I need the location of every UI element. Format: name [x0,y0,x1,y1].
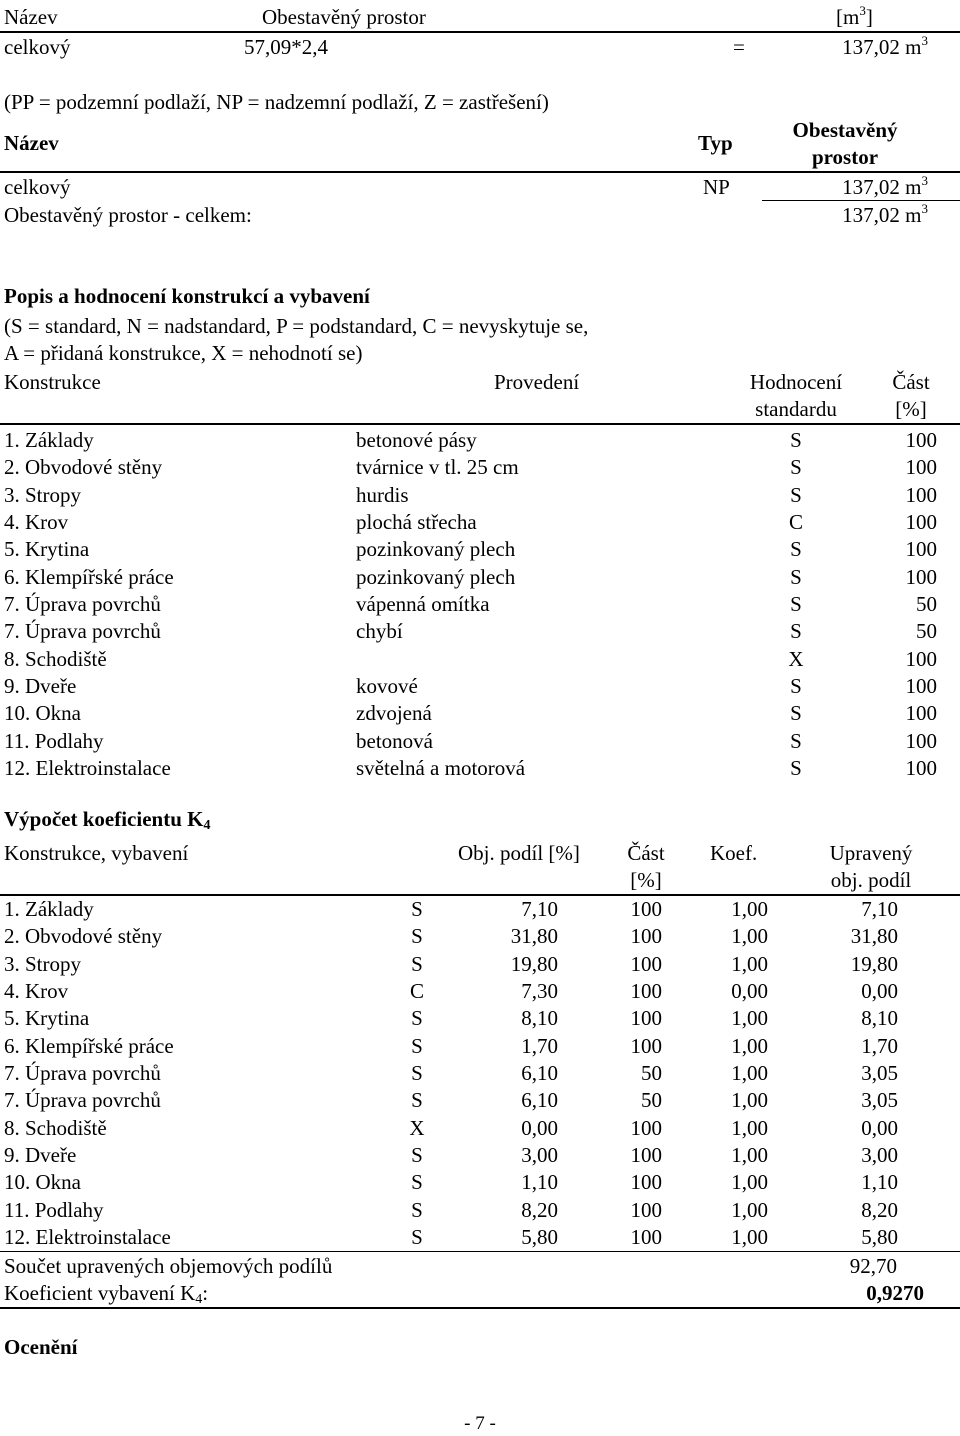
popis-header-hodnoceni-1: Hodnocení [749,370,843,394]
k4-cell-obj: 19,80 [510,952,558,976]
k4-cell-upraveny: 1,70 [861,1034,898,1058]
popis-cell-provedeni: plochá střecha [356,510,477,534]
k4-cell-upraveny: 19,80 [850,952,898,976]
k4-sum-label: Součet upravených objemových podílů [4,1254,333,1278]
k4-cell-standard: C [409,979,424,1003]
summary-row-volume: 137,02 $m^3$ [842,173,928,199]
k4-cell-obj: 5,80 [521,1225,558,1249]
k4-header-rule [0,894,960,896]
k4-cell-koef: 1,00 [731,952,768,976]
k4-cell-konstrukce: 7. Úprava povrchů [4,1088,161,1112]
k4-cell-standard: S [411,1006,423,1030]
k4-cell-cast: 100 [630,1034,662,1058]
k4-coef-label: Koeficient vybavení $K_4$: [4,1281,209,1307]
popis-cell-hodnoceni: C [788,510,803,534]
k4-cell-standard: X [409,1116,425,1140]
popis-header-rule [0,423,960,425]
popis-cell-cast: 50 [916,619,937,643]
popis-cell-hodnoceni: S [790,619,802,643]
k4-header-konstrukce: Konstrukce, vybavení [4,841,189,865]
k4-cell-cast: 50 [641,1061,662,1085]
k4-cell-cast: 100 [630,979,662,1003]
k4-cell-upraveny: 3,05 [861,1088,898,1112]
section-popis-title: Popis a hodnocení konstrukcí a vybavení [4,284,370,308]
popis-cell-cast: 100 [905,647,937,671]
popis-cell-cast: 100 [905,537,937,561]
popis-header-provedeni: Provedení [494,370,580,394]
k4-cell-standard: S [411,1143,423,1167]
summary-total-rule [762,200,960,201]
k4-cell-koef: 1,00 [731,1170,768,1194]
k4-cell-cast: 100 [630,1225,662,1249]
popis-cell-konstrukce: 3. Stropy [4,483,82,507]
popis-cell-provedeni: pozinkovaný plech [356,565,516,589]
page-number: - 7 - [464,1413,496,1434]
section-k4-title: Výpočet koeficientu $K_4$ [4,807,211,833]
popis-cell-provedeni: zdvojená [356,701,432,725]
k4-cell-obj: 31,80 [510,924,558,948]
popis-cell-cast: 100 [905,565,937,589]
k4-sum-value: 92,70 [849,1254,897,1278]
k4-cell-upraveny: 7,10 [861,897,898,921]
k4-coef-value: 0,9270 [866,1281,924,1305]
popis-cell-cast: 100 [905,701,937,725]
popis-cell-provedeni: vápenná omítka [356,592,490,616]
volume-header-name: Název [4,5,58,29]
k4-cell-koef: 0,00 [731,979,768,1003]
popis-cell-hodnoceni: S [790,756,802,780]
k4-cell-koef: 1,00 [731,1006,768,1030]
popis-cell-hodnoceni: S [790,483,802,507]
popis-header-cast-2: [%] [895,397,927,421]
k4-cell-obj: 6,10 [521,1088,558,1112]
summary-header-volume-1: Obestavěný [792,118,898,142]
popis-cell-provedeni: betonové pásy [356,428,477,452]
section-popis-legend-2: A = přidaná konstrukce, X = nehodnotí se) [4,341,363,365]
k4-cell-obj: 7,30 [521,979,558,1003]
popis-cell-hodnoceni: S [790,701,802,725]
k4-cell-koef: 1,00 [731,1198,768,1222]
section-oceneni-title: Ocenění [4,1335,78,1359]
k4-cell-standard: S [411,924,423,948]
summary-total-label: Obestavěný prostor - celkem: [4,203,252,227]
k4-cell-obj: 8,20 [521,1198,558,1222]
k4-cell-obj: 1,10 [521,1170,558,1194]
k4-cell-obj: 8,10 [521,1006,558,1030]
k4-cell-upraveny: 31,80 [850,924,898,948]
popis-cell-hodnoceni: S [790,428,802,452]
k4-cell-obj: 6,10 [521,1061,558,1085]
k4-cell-standard: S [411,1198,423,1222]
popis-cell-cast: 100 [905,729,937,753]
k4-cell-konstrukce: 8. Schodiště [4,1116,107,1140]
k4-cell-standard: S [411,1225,423,1249]
k4-cell-koef: 1,00 [731,1088,768,1112]
popis-cell-cast: 100 [905,510,937,534]
k4-cell-upraveny: 8,20 [861,1198,898,1222]
popis-cell-hodnoceni: S [790,729,802,753]
k4-cell-obj: 7,10 [521,897,558,921]
k4-header-cast-1: Část [627,841,665,865]
k4-cell-standard: S [411,1170,423,1194]
popis-cell-konstrukce: 8. Schodiště [4,647,107,671]
popis-cell-konstrukce: 6. Klempířské práce [4,565,174,589]
popis-cell-hodnoceni: S [790,455,802,479]
popis-cell-konstrukce: 10. Okna [4,701,81,725]
k4-cell-upraveny: 1,10 [861,1170,898,1194]
volume-header-label: Obestavěný prostor [262,5,426,29]
popis-cell-hodnoceni: S [790,537,802,561]
k4-cell-koef: 1,00 [731,1116,768,1140]
popis-cell-provedeni: tvárnice v tl. 25 cm [356,455,519,479]
k4-header-upraveny-2: obj. podíl [830,868,912,892]
popis-cell-provedeni: chybí [356,619,403,643]
popis-cell-konstrukce: 1. Základy [4,428,94,452]
k4-cell-standard: S [411,1034,423,1058]
volume-calc-formula: 57,09*2,4 [244,35,328,59]
popis-cell-hodnoceni: S [790,592,802,616]
popis-cell-provedeni: pozinkovaný plech [356,537,516,561]
k4-cell-cast: 100 [630,952,662,976]
volume-calc-result: 137,02 $m^3$ [842,33,928,59]
popis-cell-hodnoceni: S [790,565,802,589]
k4-cell-konstrukce: 11. Podlahy [4,1198,104,1222]
k4-cell-koef: 1,00 [731,1143,768,1167]
k4-cell-standard: S [411,1088,423,1112]
k4-cell-koef: 1,00 [731,1034,768,1058]
k4-sum-rule [0,1251,960,1252]
k4-cell-standard: S [411,1061,423,1085]
k4-header-obj: Obj. podíl [%] [458,841,580,865]
k4-cell-cast: 100 [630,897,662,921]
popis-cell-cast: 100 [905,674,937,698]
popis-cell-konstrukce: 12. Elektroinstalace [4,756,171,780]
legend-floors: (PP = podzemní podlaží, NP = nadzemní podlaží, Z = zastřešení) [4,90,549,114]
popis-cell-cast: 100 [905,428,937,452]
popis-cell-provedeni: betonová [356,729,433,753]
k4-cell-upraveny: 5,80 [861,1225,898,1249]
popis-header-cast-1: Část [892,370,930,394]
k4-header-cast-2: [%] [630,868,662,892]
summary-total-volume: 137,02 $m^3$ [842,201,928,227]
summary-row-type: NP [703,175,730,199]
volume-calc-eq: = [733,35,745,59]
k4-cell-konstrukce: 1. Základy [4,897,94,921]
popis-header-hodnoceni-2: standardu [755,397,837,421]
k4-cell-standard: S [411,952,423,976]
k4-cell-obj: 0,00 [521,1116,558,1140]
k4-cell-cast: 100 [630,1006,662,1030]
k4-cell-koef: 1,00 [731,897,768,921]
popis-cell-konstrukce: 7. Úprava povrchů [4,619,161,643]
popis-cell-konstrukce: 5. Krytina [4,537,90,561]
k4-cell-konstrukce: 4. Krov [4,979,69,1003]
summary-header-name: Název [4,131,59,155]
popis-cell-konstrukce: 7. Úprava povrchů [4,592,161,616]
k4-header-upraveny-1: Upravený [829,841,913,865]
header-rule [0,31,960,33]
k4-cell-konstrukce: 9. Dveře [4,1143,77,1167]
popis-cell-cast: 100 [905,756,937,780]
k4-cell-koef: 1,00 [731,1061,768,1085]
popis-cell-provedeni: kovové [356,674,418,698]
k4-cell-cast: 50 [641,1088,662,1112]
k4-cell-konstrukce: 6. Klempířské práce [4,1034,174,1058]
section-popis-legend-1: (S = standard, N = nadstandard, P = podstandard, C = nevyskytuje se, [4,314,589,338]
summary-header-type: Typ [698,131,733,155]
k4-cell-upraveny: 8,10 [861,1006,898,1030]
popis-cell-cast: 50 [916,592,937,616]
k4-cell-upraveny: 0,00 [861,979,898,1003]
popis-cell-konstrukce: 9. Dveře [4,674,77,698]
k4-cell-upraveny: 3,00 [861,1143,898,1167]
k4-cell-koef: 1,00 [731,924,768,948]
summary-header-rule [0,171,960,173]
popis-cell-provedeni: světelná a motorová [356,756,526,780]
k4-cell-cast: 100 [630,1170,662,1194]
k4-cell-upraveny: 3,05 [861,1061,898,1085]
popis-header-konstrukce: Konstrukce [4,370,101,394]
k4-cell-konstrukce: 7. Úprava povrchů [4,1061,161,1085]
k4-cell-upraveny: 0,00 [861,1116,898,1140]
summary-header-volume-2: prostor [811,145,879,169]
volume-header-unit: $[m^3]$ [836,3,873,29]
k4-header-koef: Koef. [710,841,758,865]
popis-cell-provedeni: hurdis [356,483,409,507]
k4-coef-rule [0,1307,960,1309]
k4-cell-konstrukce: 2. Obvodové stěny [4,924,163,948]
k4-cell-cast: 100 [630,1198,662,1222]
k4-cell-konstrukce: 3. Stropy [4,952,82,976]
k4-cell-konstrukce: 10. Okna [4,1170,81,1194]
popis-cell-konstrukce: 11. Podlahy [4,729,104,753]
volume-calc-name: celkový [4,35,71,59]
k4-cell-obj: 1,70 [521,1034,558,1058]
k4-cell-koef: 1,00 [731,1225,768,1249]
popis-cell-konstrukce: 4. Krov [4,510,69,534]
k4-cell-cast: 100 [630,1143,662,1167]
k4-cell-standard: S [411,897,423,921]
popis-cell-cast: 100 [905,455,937,479]
popis-cell-hodnoceni: X [788,647,804,671]
k4-cell-cast: 100 [630,1116,662,1140]
popis-cell-cast: 100 [905,483,937,507]
popis-cell-konstrukce: 2. Obvodové stěny [4,455,163,479]
k4-cell-obj: 3,00 [521,1143,558,1167]
k4-cell-konstrukce: 5. Krytina [4,1006,90,1030]
k4-cell-konstrukce: 12. Elektroinstalace [4,1225,171,1249]
k4-cell-cast: 100 [630,924,662,948]
popis-cell-hodnoceni: S [790,674,802,698]
summary-row-name: celkový [4,175,71,199]
